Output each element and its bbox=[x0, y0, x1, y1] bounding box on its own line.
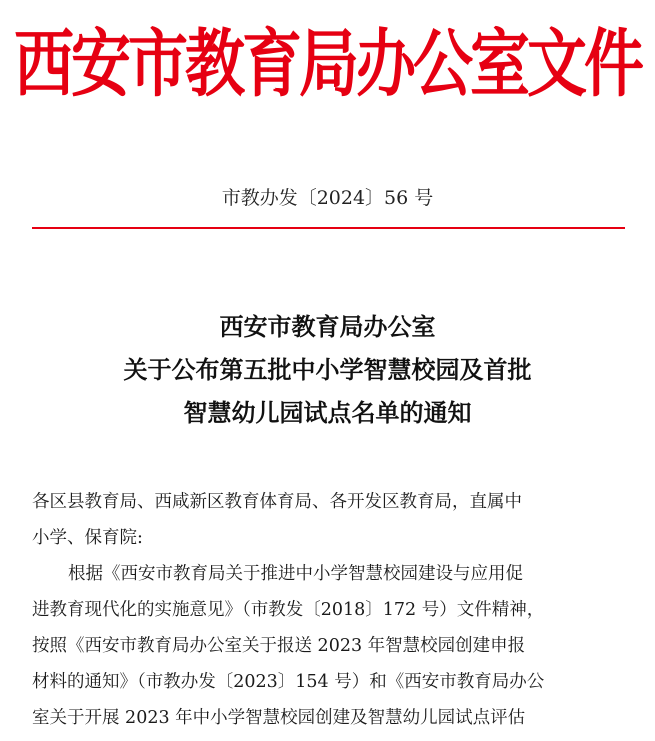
notice-body bbox=[32, 484, 630, 736]
notice-title-line: 关于公布第五批中小学智慧校园及首批 bbox=[123, 356, 532, 384]
document-number: 市教办发〔2024〕56 号 bbox=[221, 187, 434, 209]
body-paragraph-line: 根据《西安市教育局关于推进中小学智慧校园建设与应用促 bbox=[68, 564, 523, 584]
notice-title-line: 西安市教育局办公室 bbox=[219, 313, 436, 341]
body-line-recipients: 各区县教育局、西咸新区教育体育局、各开发区教育局，直属中 bbox=[32, 492, 522, 512]
body-line-recipients-cont: 小学、保育院: bbox=[32, 528, 143, 548]
notice-title-line: 智慧幼儿园试点名单的通知 bbox=[183, 399, 472, 427]
document-header-title: 西安市教育局办公室文件 bbox=[14, 22, 641, 108]
body-paragraph-line: 进教育现代化的实施意见》（市教发〔2018〕172 号）文件精神， bbox=[32, 600, 545, 620]
body-paragraph-line: 材料的通知》（市教办发〔2023〕154 号）和《西安市教育局办公 bbox=[32, 672, 545, 692]
body-paragraph-line: 室关于开展 2023 年中小学智慧校园创建及智慧幼儿园试点评估 bbox=[32, 708, 526, 728]
red-divider-line bbox=[32, 227, 625, 229]
body-paragraph-line: 按照《西安市教育局办公室关于报送 2023 年智慧校园创建申报 bbox=[32, 636, 526, 656]
notice-title bbox=[0, 306, 655, 435]
